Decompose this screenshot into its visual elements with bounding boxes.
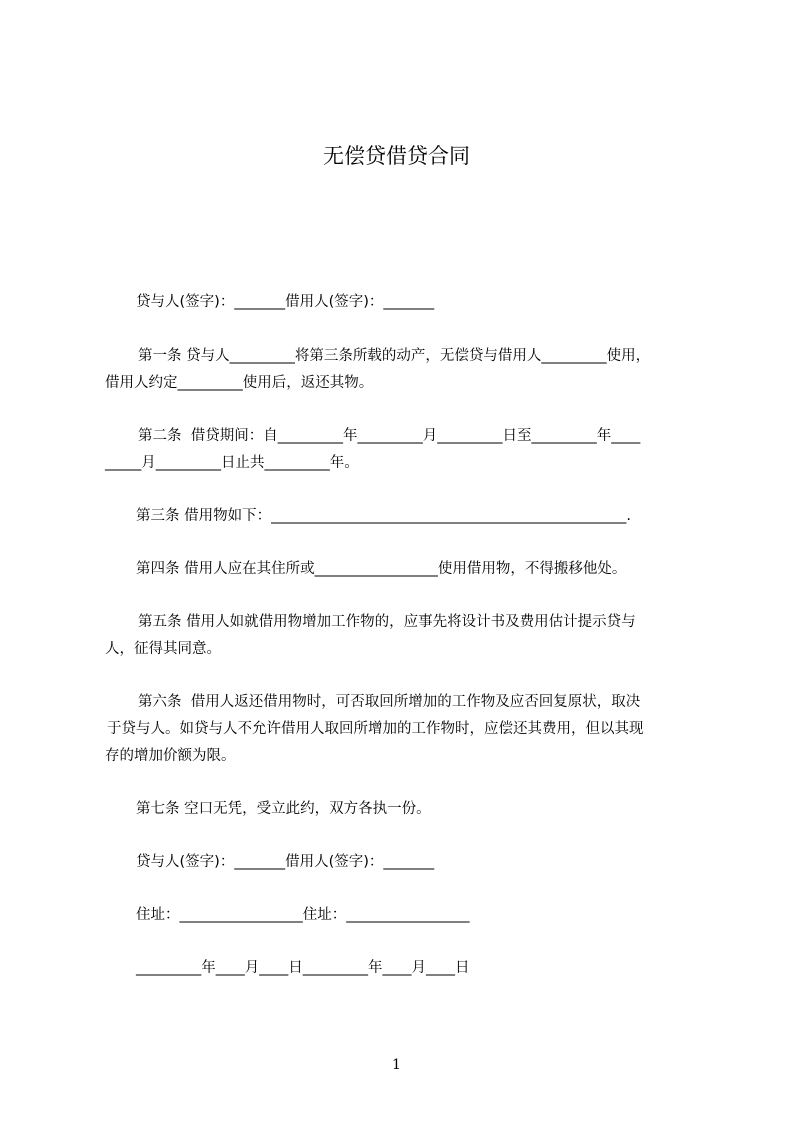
article-7: 第七条 空口无凭，受立此约，双方各执一份。 [136,801,431,817]
page-number: 1 [392,1057,401,1073]
article-5-line-1: 第五条 借用人如就借用物增加工作物的，应事先将设计书及费用估计提示贷与 [138,614,636,630]
address-line: 住址：_________________住址：_________________ [136,907,470,923]
article-3: 第三条 借用物如下：_________________________________________________. [136,508,631,524]
document-title: 无偿贷借贷合同 [323,144,470,168]
article-5-line-2: 人，征得其同意。 [105,641,221,657]
signature-line-bottom: 贷与人(签字)：_______借用人(签字)：_______ [136,854,435,870]
signature-line-top: 贷与人(签字)：_______借用人(签字)：_______ [136,294,435,310]
article-1-line-1: 第一条 贷与人_________将第三条所载的动产，无偿贷与借用人_________使用， [138,348,651,364]
article-2-line-1: 第二条 借贷期间：自_________年_________月_________日至_________年____ [138,428,641,444]
article-6-line-1: 第六条 借用人返还借用物时，可否取回所增加的工作物及应否回复原状，取决 [138,694,641,710]
article-6-line-2: 于贷与人。如贷与人不允许借用人取回所增加的工作物时，应偿还其费用，但以其现 [107,721,644,737]
article-6-line-3: 存的增加价额为限。 [105,748,236,764]
date-line: _________年____月____日_________年____月____日 [136,960,470,976]
article-4: 第四条 借用人应在其住所或_________________使用借用物，不得搬移他处。 [136,561,627,577]
article-1-line-2: 借用人约定_________使用后，返还其物。 [105,375,374,391]
article-2-line-2: _____月_________日止共_________年。 [105,455,359,471]
